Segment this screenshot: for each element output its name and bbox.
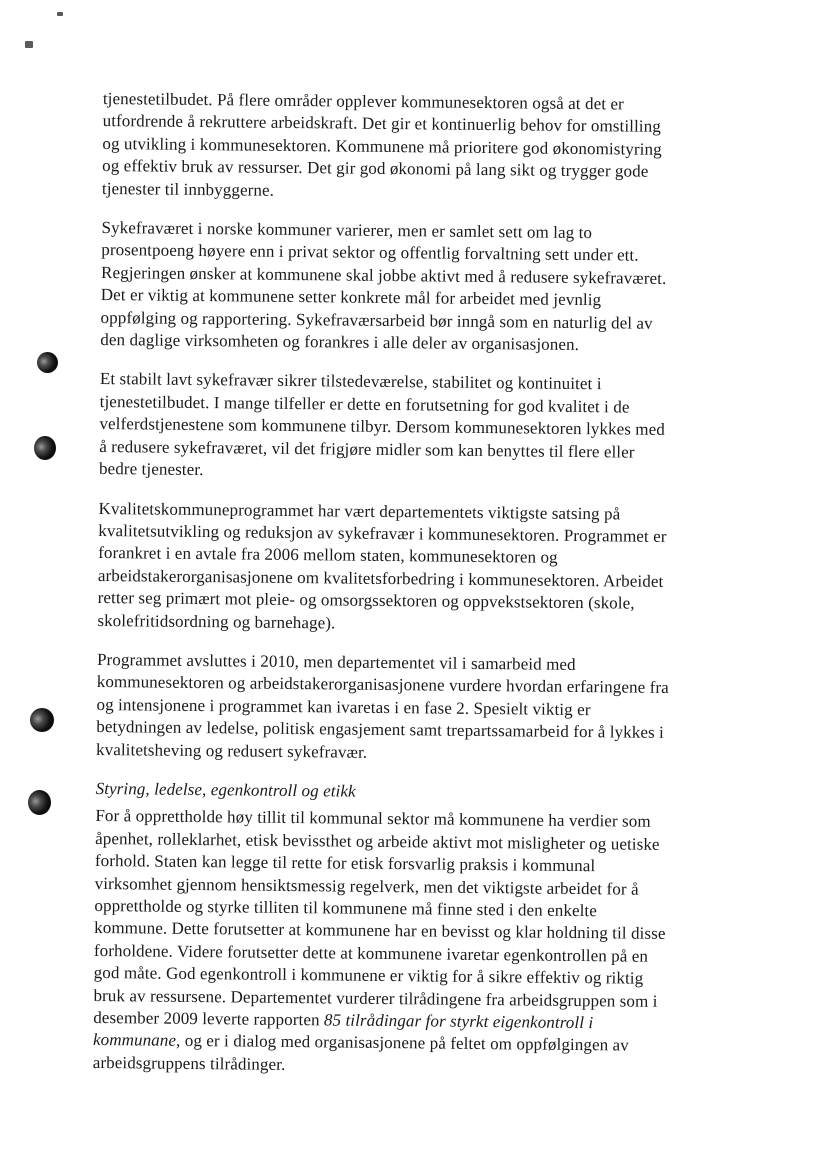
binder-hole-mark [34,436,56,460]
paragraph-styring-ledelse-body: For å opprettholde høy tillit til kommunal sektor må kommunene ha verdier som åpenhet, rolleklarhet, etisk bevissthet og arbeide aktivt mot misligheter og uetiske forhold. Staten kan legge til rette for etisk forsvarlig praksis i kommunal virksomhet gjennom hensiktsmessig regelverk, men det viktigste arbeidet for å opprettholde og styrke tilliten til kommunene må finne sted i den enkelte kommune. Dette forutsetter at kommunene har en bevisst og klar holdning til disse forholdene. Videre forutsetter dette at kommunene ivaretar egenkontrollen på en god måte. God egenkontroll i kommunene er viktig for å sikre effektiv og riktig bruk av ressursene. Departementet vurderer tilrådingene fra arbeidsgruppen som i desember 2009 leverte rapporten 85 tilrådingar for styrkt eigenkontroll i kommunane, og er i dialog med organisasjonene på feltet om oppfølgingen av arbeidsgruppens tilrådinger. [92,806,666,1074]
section-heading-styring-ledelse: Styring, ledelse, egenkontroll og etikk [95,778,356,801]
document-text-block [92,88,757,1098]
binder-hole-mark [37,352,58,373]
paragraph-kvalitetskommuneprogrammet: Kvalitetskommuneprogrammet har vært departementets viktigste satsing på kvalitetsutvikling og reduksjon av sykefravær i kommunesektoren. Programmet er forankret i en avtale fra 2006 mellom staten, kommunesektoren og arbeidstakerorganisasjonene om kvalitetsforbedring i kommunesektoren. Arbeidet retter seg primært mot pleie- og omsorgssektoren og oppvekstsektoren (skole, skolefritidsordning og barnehage). [97,498,667,632]
scan-speck-mark [57,12,63,16]
paragraph-programmet-avsluttes: Programmet avsluttes i 2010, men departementet vil i samarbeid med kommunesektoren og arbeidstakerorganisasjonene vurdere hvordan erfaringene fra og intensjonene i programmet kan ivaretas i en fase 2. Spesielt viktig er betydningen av ledelse, politisk engasjement samt trepartssamarbeid for å lykkes i kvalitetsheving og redusert sykefravær. [95,649,669,762]
paragraph-stabilt-lavt-sykefravaer: Et stabilt lavt sykefravær sikrer tilstedeværelse, stabilitet og kontinuitet i tjenestetilbudet. I mange tilfeller er dette en forutsetning for god kvalitet i de velferdstjenestene som kommunene tilbyr. Dersom kommunesektoren lykkes med å redusere sykefraværet, vil det frigjøre midler som kan benyttes til flere eller bedre tjenester. [98,369,666,480]
paragraph-tjenestetilbudet: tjenestetilbudet. På flere områder opplever kommunesektoren også at det er utfordrende å rekruttere arbeidskraft. Det gir et kontinuerlig behov for omstilling og utvikling i kommunesektoren. Kommunene må prioritere god økonomistyring og effektiv bruk av ressurser. Det gir god økonomi på lang sikt og trygger gode tjenester til innbyggerne. [101,88,662,200]
binder-hole-mark [28,790,51,815]
scan-speck-mark [25,41,33,48]
paragraph-sykefravaeret: Sykefraværet i norske kommuner varierer, men er samlet sett om lag to prosentpoeng høyere enn i privat sektor og offentlig forvaltning sett under ett. Regjeringen ønsker at kommunene skal jobbe aktivt med å redusere sykefraværet. Det er viktig at kommunene setter konkrete mål for arbeidet med jevnlig oppfølging og rapportering. Sykefraværsarbeid bør inngå som en naturlig del av den daglige virksomheten og forankres i alle deler av organisasjonen. [100,218,667,355]
binder-hole-mark [30,708,54,732]
